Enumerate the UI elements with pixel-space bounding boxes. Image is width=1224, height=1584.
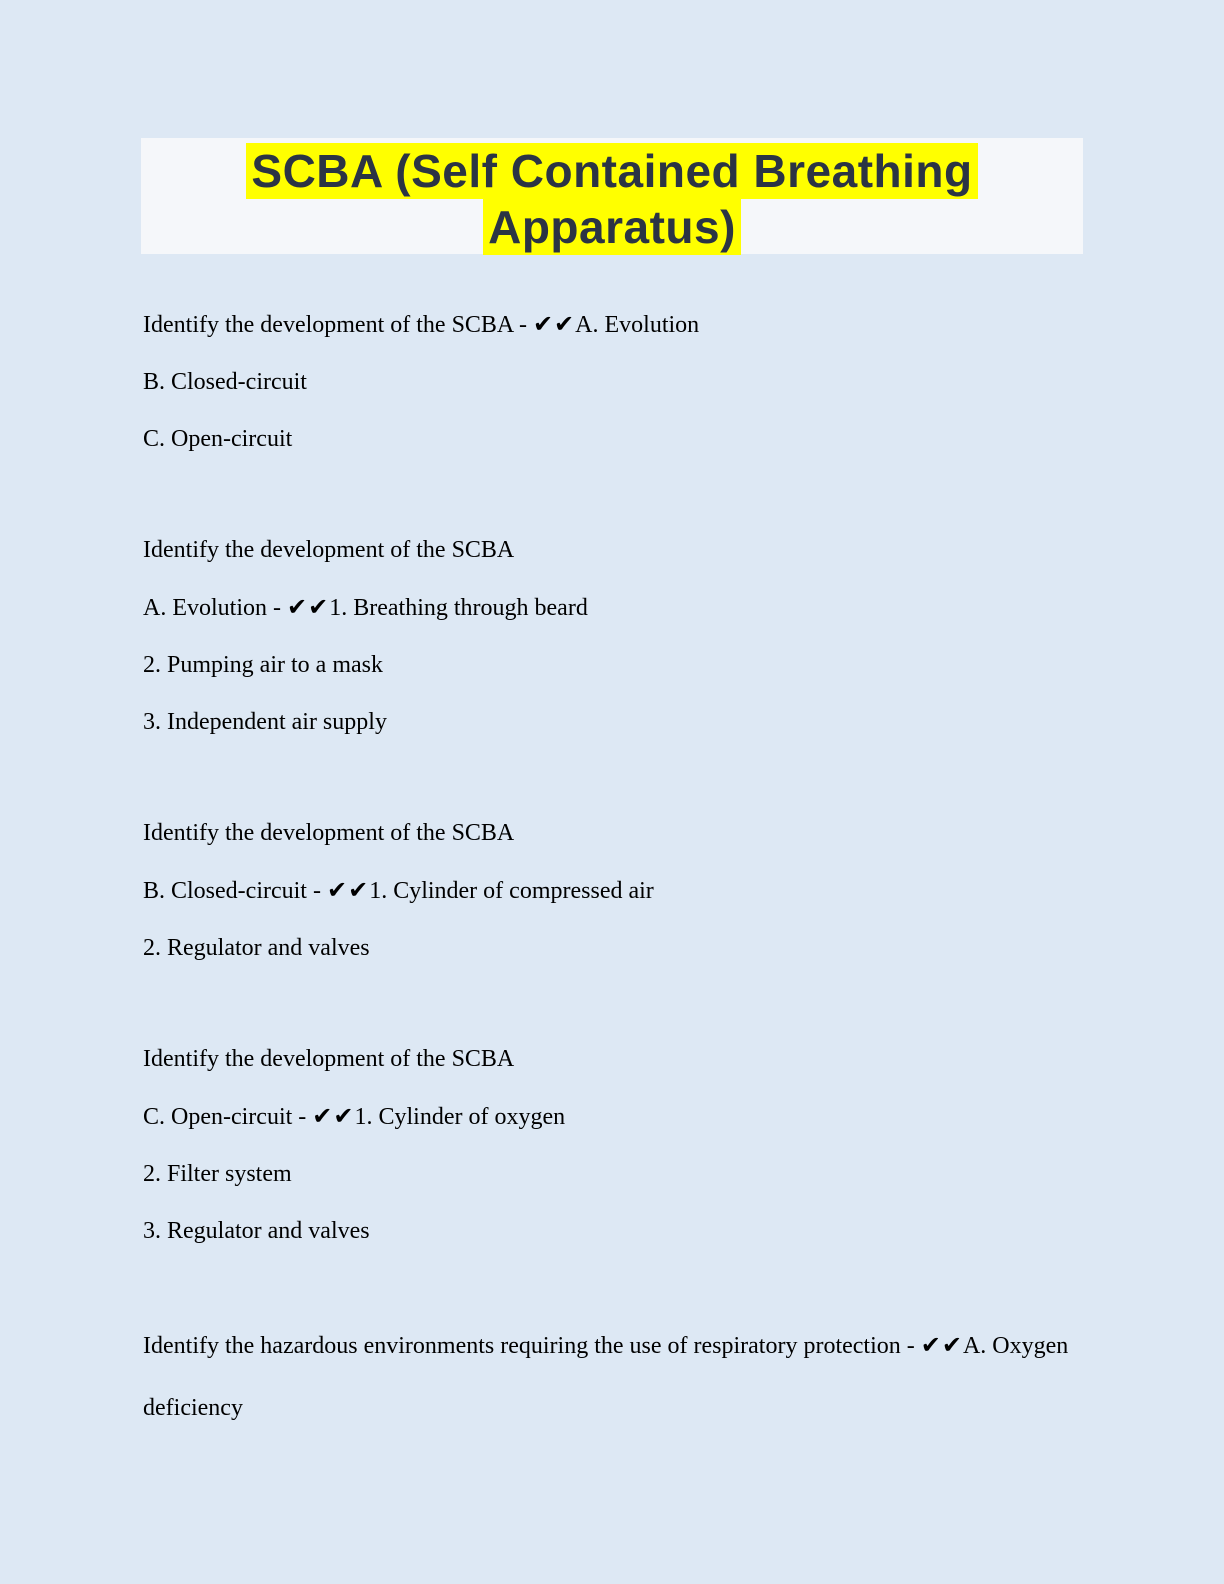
page-title: [141, 138, 1083, 255]
qa-line: 2. Filter system: [143, 1161, 292, 1187]
qa-line: 3. Regulator and valves: [143, 1218, 370, 1244]
qa-line: 3. Independent air supply: [143, 709, 387, 735]
qa-line: C. Open-circuit: [143, 426, 293, 452]
qa-group-1: [143, 296, 1084, 468]
qa-content: [143, 296, 1084, 1439]
qa-line: Identify the development of the SCBA: [143, 1046, 515, 1072]
double-check-icon: ✔✔: [920, 1331, 963, 1359]
qa-line: C. Open-circuit - ✔✔1. Cylinder of oxygen: [143, 1102, 566, 1130]
qa-line: Identify the development of the SCBA: [143, 820, 515, 846]
qa-line: B. Closed-circuit: [143, 369, 307, 395]
double-check-icon: ✔✔: [532, 310, 576, 338]
qa-group-3: [143, 805, 1084, 977]
title-box: [141, 138, 1083, 254]
qa-group-2: [143, 522, 1084, 751]
qa-line: Identify the development of the SCBA - ✔✔A. Evolution: [143, 310, 700, 338]
title-highlight: SCBA (Self Contained Breathing Apparatus): [246, 143, 977, 255]
qa-group-4: [143, 1031, 1084, 1260]
qa-line: Identify the hazardous environments requiring the use of respiratory protection - ✔✔A. Oxygen deficiency: [143, 1331, 1069, 1421]
qa-line: A. Evolution - ✔✔1. Breathing through beard: [143, 593, 588, 621]
double-check-icon: ✔✔: [312, 1102, 355, 1130]
qa-line: Identify the development of the SCBA: [143, 537, 515, 563]
qa-line: 2. Regulator and valves: [143, 935, 370, 961]
qa-line: B. Closed-circuit - ✔✔1. Cylinder of compressed air: [143, 876, 654, 904]
qa-group-5: [143, 1314, 1084, 1439]
double-check-icon: ✔✔: [287, 593, 330, 621]
double-check-icon: ✔✔: [326, 876, 370, 904]
qa-line: 2. Pumping air to a mask: [143, 652, 383, 678]
